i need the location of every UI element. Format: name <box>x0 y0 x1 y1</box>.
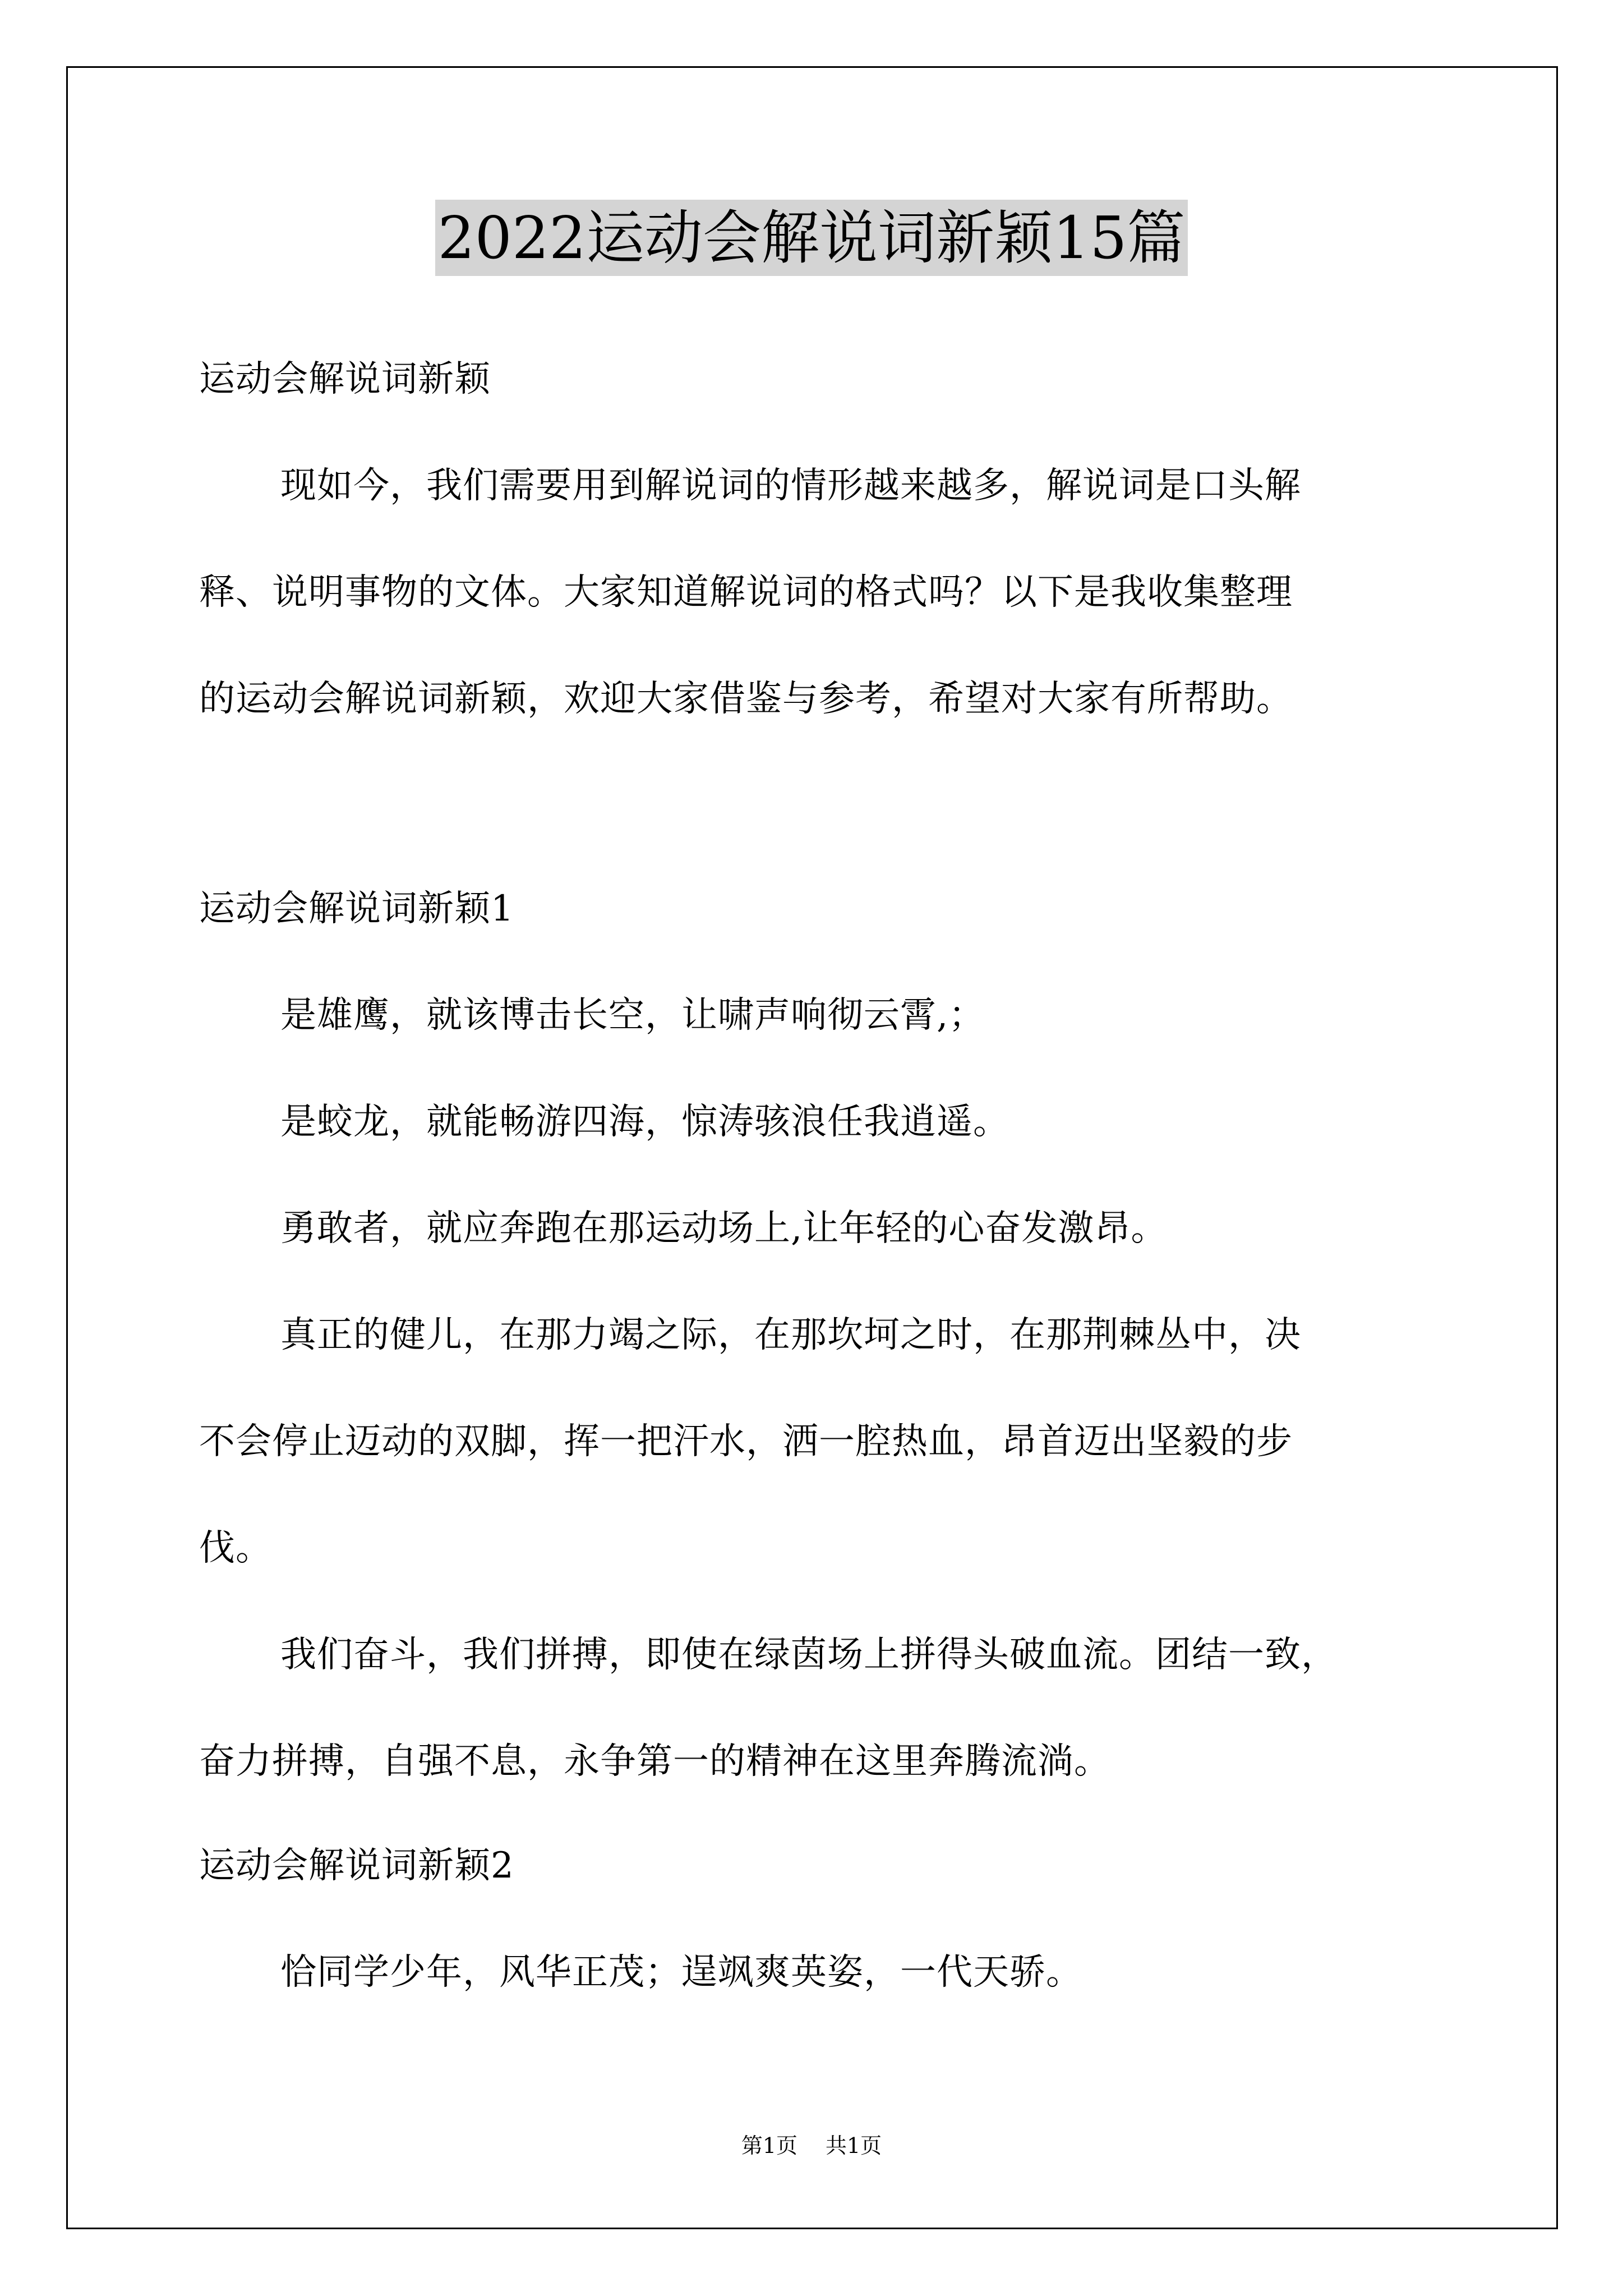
section-heading-2: 运动会解说词新颖2 <box>199 1845 514 1887</box>
page-number-current: 第1页 <box>741 2133 797 2158</box>
section-heading-intro: 运动会解说词新颖 <box>199 358 491 400</box>
paragraph-line: 的运动会解说词新颖，欢迎大家借鉴与参考，希望对大家有所帮助。 <box>199 678 1293 720</box>
paragraph-line: 勇敢者，就应奔跑在那运动场上,让年轻的心奋发激昂。 <box>280 1208 1168 1249</box>
paragraph-line: 释、说明事物的文体。大家知道解说词的格式吗？以下是我收集整理 <box>199 572 1293 613</box>
page-footer <box>0 2132 1623 2160</box>
paragraph-line: 伐。 <box>199 1527 272 1569</box>
paragraph-line: 恰同学少年，风华正茂；逞飒爽英姿，一代天骄。 <box>280 1952 1082 1993</box>
paragraph-line: 我们奋斗，我们拼搏，即使在绿茵场上拼得头破血流。团结一致， <box>280 1634 1338 1676</box>
document-title: 2022运动会解说词新颖15篇 <box>435 200 1187 276</box>
paragraph-line: 是雄鹰，就该博击长空，让啸声响彻云霄,； <box>280 995 985 1036</box>
paragraph-line: 是蛟龙，就能畅游四海，惊涛骇浪任我逍遥。 <box>280 1101 1009 1143</box>
paragraph-line: 奋力拼搏，自强不息，永争第一的精神在这里奔腾流淌。 <box>199 1741 1110 1782</box>
paragraph-line: 不会停止迈动的双脚，挥一把汗水，洒一腔热血，昂首迈出坚毅的步 <box>199 1421 1293 1462</box>
page-number-total: 共1页 <box>826 2133 882 2158</box>
paragraph-line: 真正的健儿，在那力竭之际，在那坎坷之时，在那荆棘丛中，决 <box>280 1314 1301 1356</box>
section-heading-1: 运动会解说词新颖1 <box>199 888 514 930</box>
paragraph-line: 现如今，我们需要用到解说词的情形越来越多，解说词是口头解 <box>280 465 1301 507</box>
title-wrap <box>0 200 1623 276</box>
